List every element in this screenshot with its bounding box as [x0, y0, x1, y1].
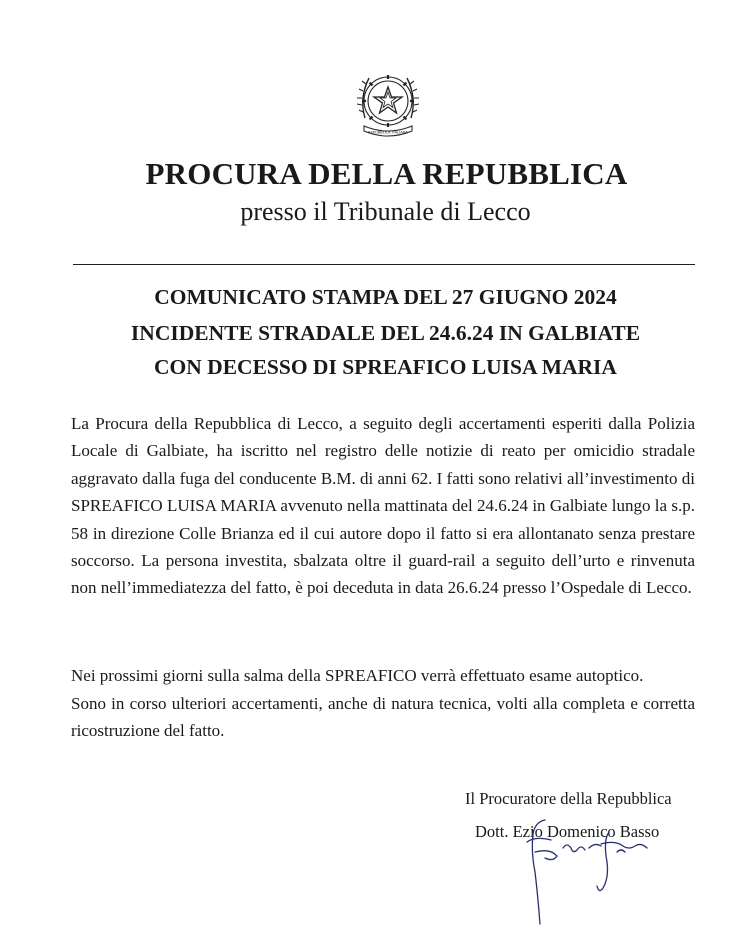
signer-role: Il Procuratore della Repubblica: [465, 789, 672, 808]
body-paragraph-3: Sono in corso ulteriori accertamenti, anche di natura tecnica, volti alla completa e corretta ricostruzione del fatto.: [71, 694, 695, 741]
body-paragraph-2: Nei prossimi giorni sulla salma della SPREAFICO verrà effettuato esame autoptico.: [71, 666, 644, 685]
svg-text:REPUBBLICA ITALIANA: REPUBBLICA ITALIANA: [368, 130, 408, 135]
body-paragraph-1: La Procura della Repubblica di Lecco, a seguito degli accertamenti esperiti dalla Polizia Locale di Galbiate, ha iscritto nel registro delle notizie di reato per omicidio stradale aggravato dalla fuga del conducente B.M. di anni 62. I fatti sono relativi all’investimento di SPREAFICO LUISA MARIA avvenuto nella mattinata del 24.6.24 in Galbiate lungo la s.p. 58 in direzione Colle Brianza ed il cui autore dopo il fatto si era allontanato senza prestare soccorso. La persona investita, sbalzata oltre il guard-rail a seguito dell’urto e rinvenuta non nell’immediatezza del fatto, è poi deceduta in data 26.6.24 presso l’Ospedale di Lecco.: [71, 414, 695, 598]
signer-name: Dott. Ezio Domenico Basso: [475, 822, 660, 841]
subject-line-2: CON DECESSO DI SPREAFICO LUISA MARIA: [154, 355, 617, 379]
office-title: PROCURA DELLA REPUBBLICA: [145, 156, 628, 191]
handwritten-signature-icon: [505, 812, 665, 930]
emblem-of-italy-icon: [355, 68, 421, 140]
header-divider: [73, 264, 695, 265]
subject-line-1: INCIDENTE STRADALE DEL 24.6.24 IN GALBIATE: [130, 321, 641, 345]
press-release-title: COMUNICATO STAMPA DEL 27 GIUGNO 2024: [154, 285, 617, 309]
office-subtitle: presso il Tribunale di Lecco: [240, 197, 531, 226]
